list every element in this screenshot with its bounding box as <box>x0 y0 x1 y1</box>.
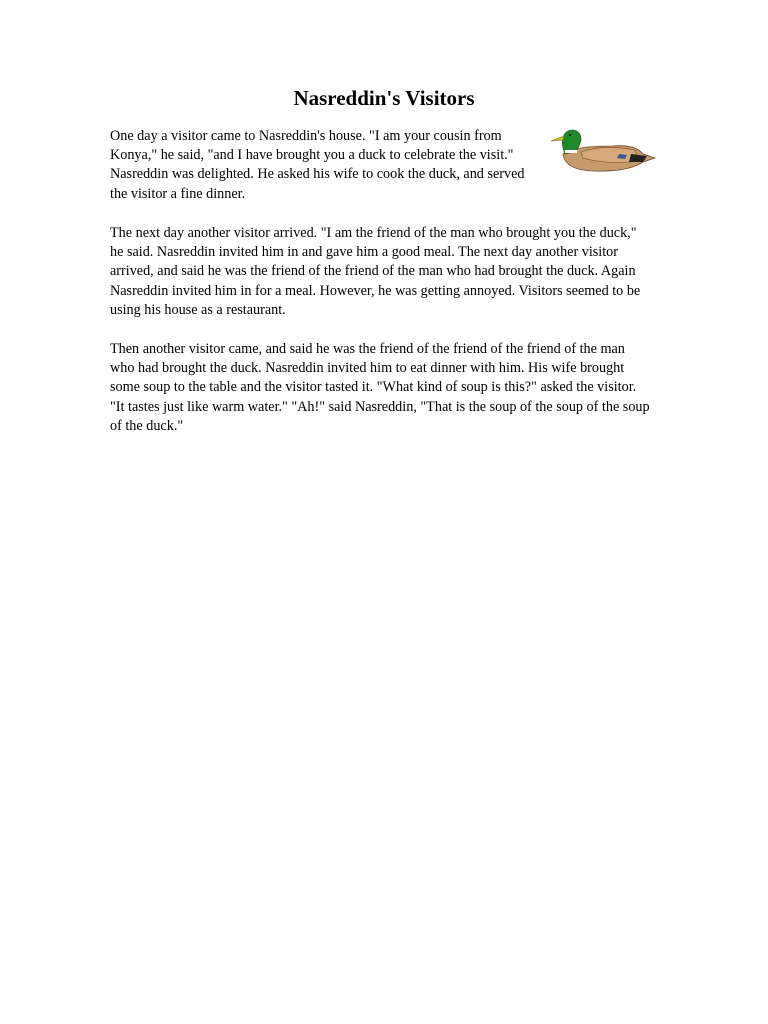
paragraph-3: Then another visitor came, and said he was the friend of the friend of the friend of the man who had brought the duck. Nasreddin invited him to eat dinner with him. His wife brought some soup to the table and the visitor tasted it. "What kind of soup is this?" asked the visitor. "It tastes just like warm water." "Ah!" said Nasreddin, "That is the soup of the soup of the soup of the duck." <box>110 341 650 434</box>
paragraph-1: One day a visitor came to Nasreddin's house. "I am your cousin from Konya," he said, "and I have brought you a duck to celebrate the visit." Nasreddin was delighted. He asked his wife to cook the duck, and served the visitor a fine dinner. <box>110 128 525 202</box>
paragraph-2: The next day another visitor arrived. "I am the friend of the man who brought you the duck," he said. Nasreddin invited him in and gave him a good meal. The next day another visitor arrived, and said he was the friend of the friend of the man who had brought the duck. Again Nasreddin invited him in for a meal. However, he was getting annoyed. Visitors seemed to be using his house as a restaurant. <box>110 225 641 318</box>
page-title: Nasreddin's Visitors <box>293 86 475 110</box>
duck-illustration <box>543 124 661 174</box>
